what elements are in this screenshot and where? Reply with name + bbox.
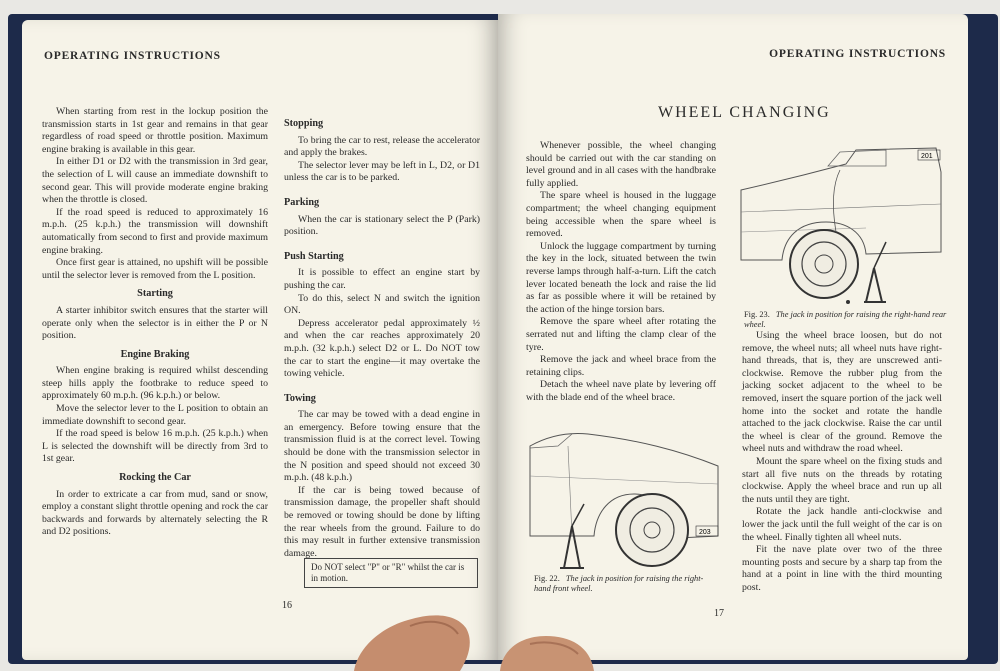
paragraph: Detach the wheel nave plate by levering off with the blade end of the wheel brace.	[526, 379, 716, 403]
left-column-2	[284, 112, 480, 560]
paragraph: When the car is stationary select the P (Park) position.	[284, 213, 480, 238]
paragraph: Using the wheel brace loosen, but do not remove, the wheel nuts; all wheel nuts have right-hand threads, that is, they are unscrewed anti-clockwise. Remove the rubber plug from the jacking socket adjacent to the wheel to be removed, insert the square portion of the jack well home into the socket and rotate the handle attached to the jack clockwise. Raise the car until the wheel is clear of the ground. Remove the wheel nuts and withdraw the road wheel.	[742, 330, 942, 455]
fig23-caption	[744, 310, 954, 330]
starting-section	[42, 305, 268, 343]
warning-note: Do NOT select "P" or "R" whilst the car is in motion.	[304, 558, 478, 588]
fig23-illustration	[736, 142, 946, 312]
fig23-caption-text: The jack in position for raising the right-hand rear wheel.	[744, 310, 947, 329]
left-page	[22, 20, 498, 660]
paragraph: Rotate the jack handle anti-clockwise and lower the jack until the full weight of the car is on the wheel. Finally tighten all wheel nuts.	[742, 506, 942, 543]
paragraph: To do this, select N and switch the ignition ON.	[284, 292, 480, 317]
page-number-left: 16	[282, 600, 292, 611]
rocking-section	[42, 489, 268, 539]
paragraph: The spare wheel is housed in the luggage compartment; the wheel changing equipment being accessible when the spare wheel is removed.	[526, 190, 716, 240]
paragraph: Mount the spare wheel on the fixing studs and start all five nuts on the threads by rotating clockwise. Apply the wheel brace and run up all the nuts until they are tight.	[742, 455, 942, 505]
hand-thumbs	[350, 598, 610, 671]
intro-section	[42, 106, 268, 282]
paragraph: In either D1 or D2 with the transmission in 3rd gear, the selection of L will cause an immediate downshift to second gear. This will provide moderate engine braking when the throttle is closed.	[42, 156, 268, 206]
right-column-2	[742, 330, 942, 594]
heading-towing: Towing	[284, 392, 316, 404]
section-title: WHEEL CHANGING	[658, 104, 831, 121]
parking-section	[284, 214, 480, 239]
fig22-illustration	[528, 426, 724, 574]
paragraph: When engine braking is required whilst descending steep hills apply the footbrake to reduce speed to approximately 60 m.p.h. (96 k.p.h.) or below.	[42, 365, 268, 402]
paragraph: Unlock the luggage compartment by turning the key in the lock, situated between the twin reverse lamps through half-a-turn. Lift the catch lever located beneath the lock and raise the lid as far as possible where it will be retained by the action of the hinge torsion bars.	[526, 240, 716, 315]
fig23-plate-label: 201	[921, 153, 933, 160]
fig22-caption	[534, 574, 720, 594]
paragraph: The car may be towed with a dead engine in an emergency. Before towing ensure that the transmission fluid is at the correct level. Towing should be done with the transmission selector in the N position and speed should not exceed 30 m.p.h. (48 k.p.h.)	[284, 409, 480, 484]
paragraph: It is possible to effect an engine start by pushing the car.	[284, 267, 480, 291]
heading-engine-braking: Engine Braking	[120, 348, 190, 360]
paragraph: Depress accelerator pedal approximately ½ and when the car reaches approximately 20 m.p.h. (32 k.p.h.) select D2 or L. Do NOT tow the car to start the engine—it may overtake the towing vehicle.	[284, 317, 480, 380]
paragraph: When starting from rest in the lockup position the transmission starts in 1st gear and remains in that gear regardless of road speed or throttle position. Maximum engine braking is available in this gear.	[42, 106, 268, 155]
engine-braking-section	[42, 365, 268, 466]
paragraph: Whenever possible, the wheel changing should be carried out with the car standing on level ground and in all cases with the handbrake fully applied.	[526, 140, 716, 189]
heading-push-starting: Push Starting	[284, 250, 344, 262]
paragraph: If the car is being towed because of transmission damage, the propeller shaft should be removed or towing should be done by lifting the rear wheels from the ground. Failure to do this may result in further extensive transmission damage.	[284, 484, 480, 559]
paragraph: If the road speed is reduced to approximately 16 m.p.h. (25 k.p.h.) the transmission will downshift automatically from second to first and provide maximum engine braking.	[42, 206, 268, 256]
towing-section	[284, 409, 480, 560]
right-page	[498, 14, 968, 660]
page-number-right: 17	[714, 608, 724, 619]
paragraph: Remove the jack and wheel brace from the retaining clips.	[526, 354, 716, 378]
paragraph: Remove the spare wheel after rotating the serrated nut and lifting the clamp clear of the tyre.	[526, 316, 716, 353]
heading-rocking: Rocking the Car	[119, 472, 191, 484]
fig23-number: Fig. 23.	[744, 310, 770, 319]
wheel-procedure-section	[742, 330, 942, 594]
right-column-1	[526, 140, 716, 404]
running-head-left: OPERATING INSTRUCTIONS	[44, 50, 221, 62]
wheel-intro-section	[526, 140, 716, 404]
paragraph: Fit the nave plate over two of the three mounting posts and secure by a sharp tap from the hand at a point in line with the third mounting post.	[742, 544, 942, 593]
paragraph: In order to extricate a car from mud, sand or snow, employ a constant slight throttle opening and rock the car backwards and forwards by alternately selecting the R and D2 positions.	[42, 488, 268, 538]
stopping-section	[284, 135, 480, 185]
paragraph: If the road speed is below 16 m.p.h. (25 k.p.h.) when L is selected the downshift will be directly from 3rd to 1st gear.	[42, 428, 268, 465]
left-column-1	[42, 106, 268, 539]
heading-starting: Starting	[137, 288, 173, 300]
paragraph: Once first gear is attained, no upshift will be possible until the selector lever is removed from the L position.	[42, 257, 268, 281]
heading-stopping: Stopping	[284, 118, 324, 129]
fig22-number: Fig. 22.	[534, 574, 560, 583]
fig22-plate-label: 203	[699, 529, 711, 536]
heading-parking: Parking	[284, 196, 320, 208]
paragraph: To bring the car to rest, release the accelerator and apply the brakes.	[284, 134, 480, 159]
fig22-caption-text: The jack in position for raising the right-hand front wheel.	[534, 574, 704, 593]
paragraph: The selector lever may be left in L, D2, or D1 unless the car is to be parked.	[284, 159, 480, 184]
paragraph: A starter inhibitor switch ensures that the starter will operate only when the selector is in either the P or N position.	[42, 304, 268, 342]
paragraph: Move the selector lever to the L position to obtain an immediate downshift to second gear.	[42, 403, 268, 427]
running-head-right: OPERATING INSTRUCTIONS	[769, 48, 946, 60]
push-starting-section	[284, 267, 480, 380]
